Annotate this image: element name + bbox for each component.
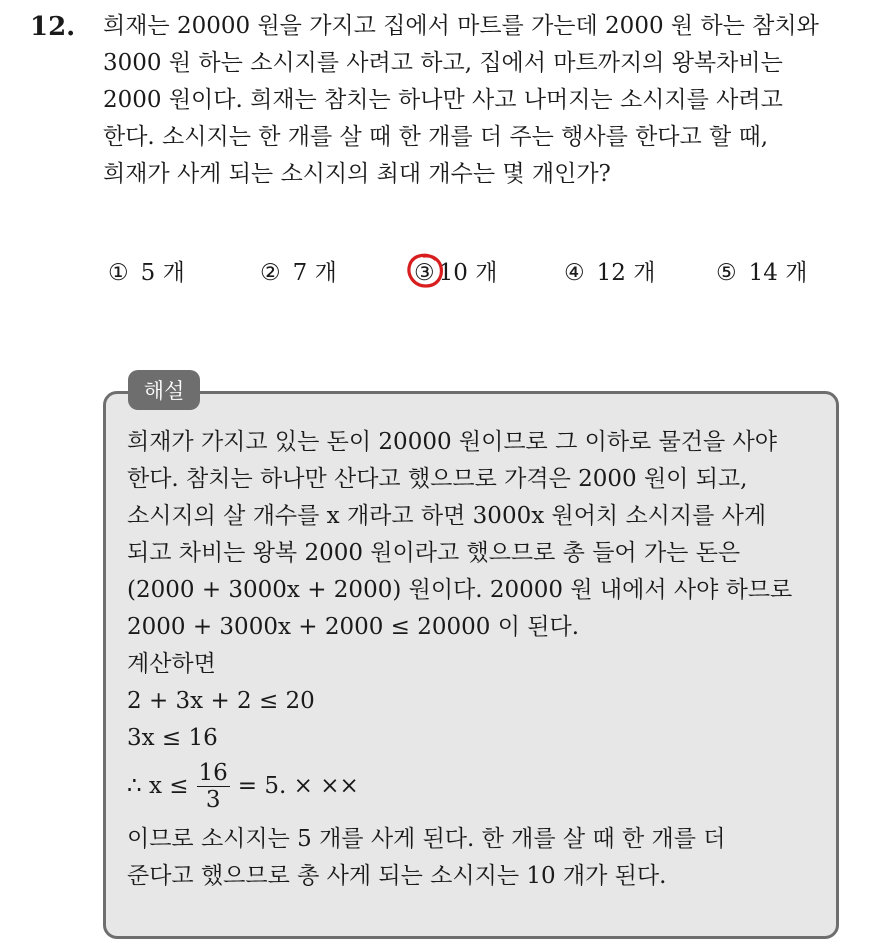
solution-line: (2000 + 3000x + 2000) 원이다. 20000 원 내에서 사야 하므로	[127, 577, 793, 603]
fraction-denominator: 3	[205, 786, 221, 813]
solution-line: 소시지의 살 개수를 x 개라고 하면 3000x 원어치 소시지를 사게	[127, 503, 767, 529]
question-number: 12.	[30, 12, 76, 42]
question-line: 한다. 소시지는 한 개를 살 때 한 개를 더 주는 행사를 한다고 할 때,	[103, 124, 769, 150]
choice-text: 7 개	[292, 260, 337, 286]
choice-text: 12 개	[596, 260, 656, 286]
choice-4[interactable]	[564, 254, 655, 287]
choice-text: 10 개	[438, 260, 498, 286]
choice-number: ③	[414, 260, 435, 286]
choice-number: ⑤	[716, 260, 737, 286]
solution-tab-label: 해설	[128, 370, 200, 410]
solution-line: 2 + 3x + 2 ≤ 20	[127, 688, 315, 714]
question-text	[103, 8, 863, 193]
solution-line: 희재가 가지고 있는 돈이 20000 원이므로 그 이하로 물건을 사야	[127, 429, 777, 455]
solution-line: 계산하면	[127, 651, 216, 677]
fraction-suffix: = 5. × ××	[237, 772, 359, 799]
choice-text: 14 개	[748, 260, 808, 286]
solution-line: 준다고 했으므로 총 사게 되는 소시지는 10 개가 된다.	[127, 863, 667, 889]
choice-1[interactable]	[108, 254, 185, 287]
solution-text	[127, 424, 827, 895]
choice-number: ①	[108, 260, 129, 286]
choice-3[interactable]	[414, 254, 497, 287]
fraction	[197, 760, 230, 813]
solution-line: 되고 차비는 왕복 2000 원이라고 했으므로 총 들어 가는 돈은	[127, 540, 741, 566]
choice-2[interactable]	[260, 254, 337, 287]
solution-line: 3x ≤ 16	[127, 725, 218, 751]
choice-number: ②	[260, 260, 281, 286]
question-line: 3000 원 하는 소시지를 사려고 하고, 집에서 마트까지의 왕복차비는	[103, 50, 783, 76]
solution-line: 2000 + 3000x + 2000 ≤ 20000 이 된다.	[127, 614, 580, 640]
choice-number: ④	[564, 260, 585, 286]
question-line: 2000 원이다. 희재는 참치는 하나만 사고 나머지는 소시지를 사려고	[103, 87, 783, 113]
choice-text: 5 개	[140, 260, 185, 286]
solution-line: 한다. 참치는 하나만 산다고 했으므로 가격은 2000 원이 되고,	[127, 466, 748, 492]
question-line: 희재는 20000 원을 가지고 집에서 마트를 가는데 2000 원 하는 참치와	[103, 13, 819, 39]
fraction-prefix: ∴ x ≤	[127, 772, 189, 799]
fraction-numerator: 16	[198, 759, 228, 786]
choice-5[interactable]	[716, 254, 807, 287]
question-line: 희재가 사게 되는 소시지의 최대 개수는 몇 개인가?	[103, 161, 611, 187]
fraction-line	[127, 757, 827, 815]
answer-choices	[108, 254, 828, 290]
solution-line: 이므로 소시지는 5 개를 사게 된다. 한 개를 살 때 한 개를 더	[127, 826, 726, 852]
